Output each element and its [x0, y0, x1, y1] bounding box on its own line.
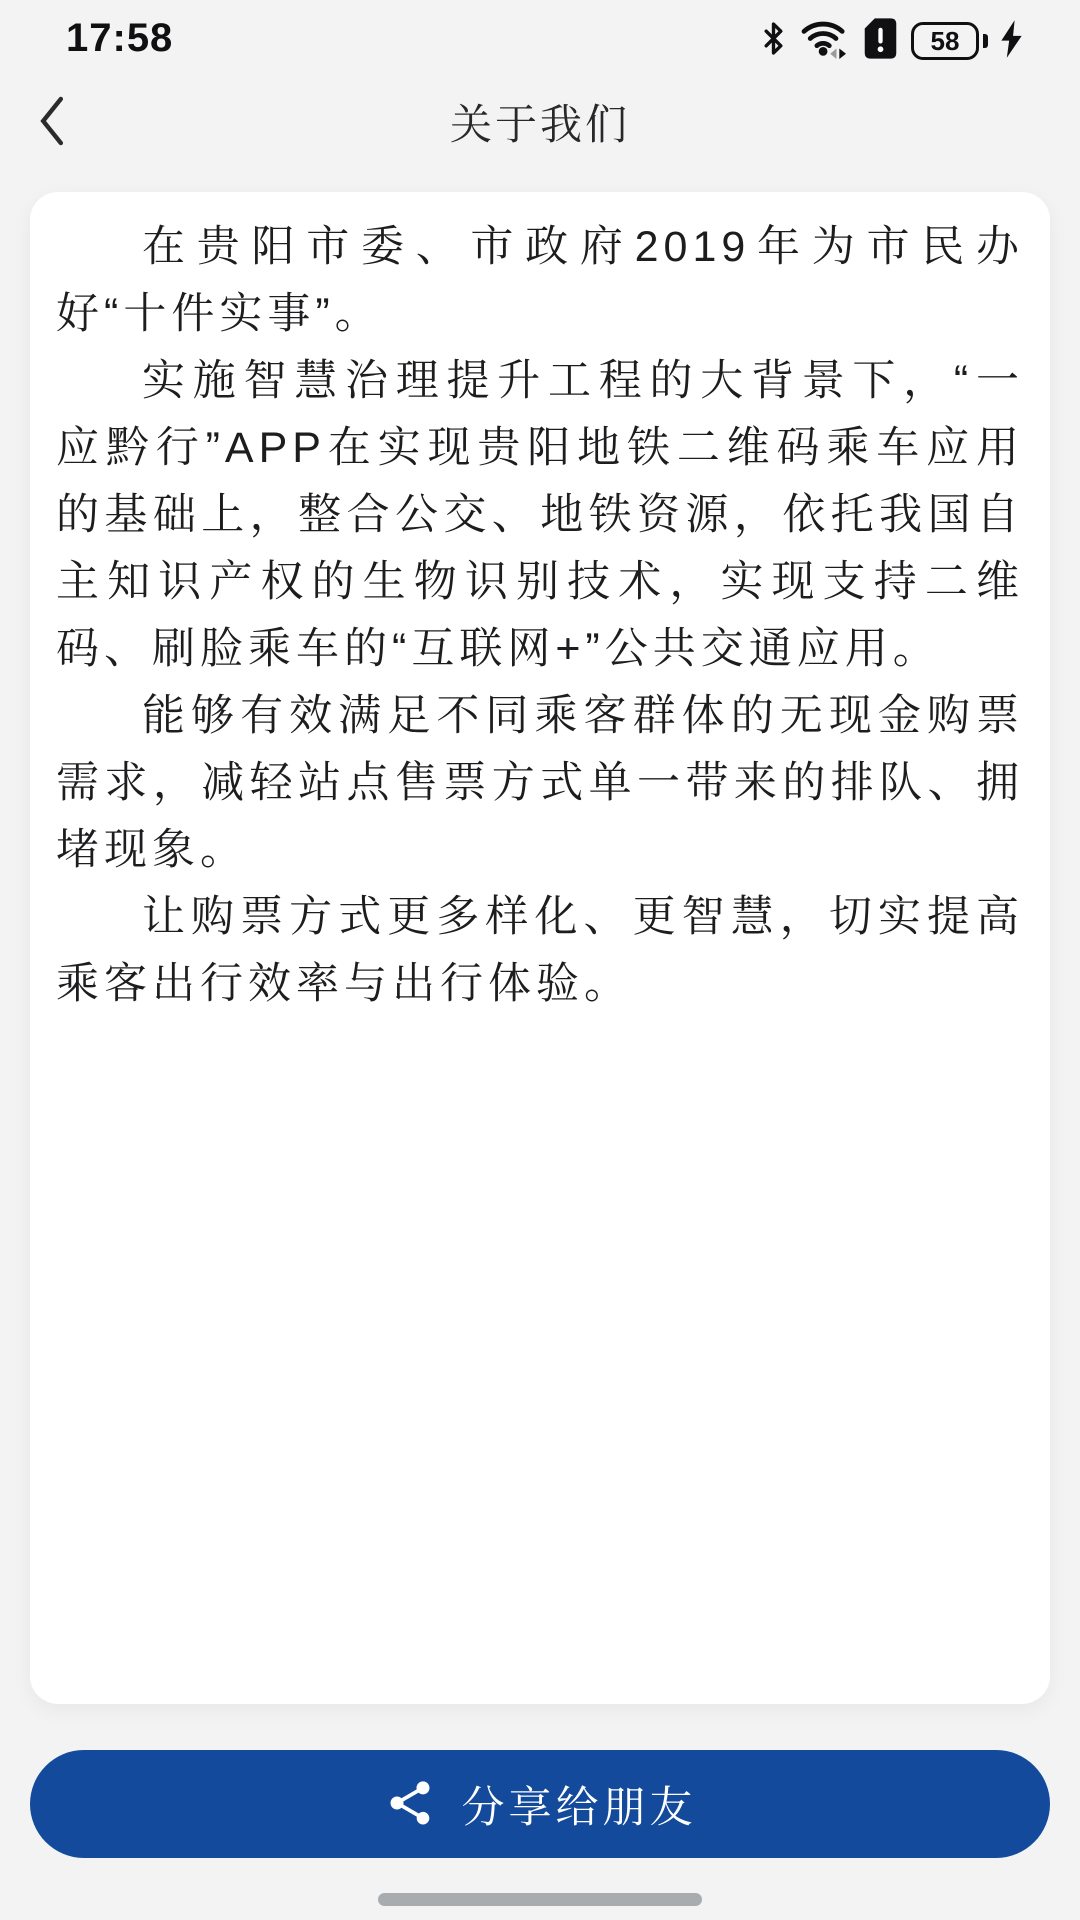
battery-icon [911, 22, 979, 60]
battery-terminal [983, 34, 988, 48]
share-to-friends-button[interactable] [30, 1750, 1050, 1858]
bluetooth-icon [760, 19, 787, 63]
status-bar [0, 0, 1080, 72]
sim-alert-icon [863, 17, 898, 65]
about-paragraph: 在贵阳市委、市政府2019年为市民办好“十件实事”。 [56, 223, 1024, 338]
home-indicator-bar[interactable] [378, 1893, 702, 1906]
clock-time: 17:58 [66, 16, 174, 60]
page-title: 关于我们 [449, 101, 630, 148]
share-button-label: 分享给朋友 [461, 1783, 697, 1832]
status-icons [760, 20, 1024, 62]
about-paragraph: 实施智慧治理提升工程的大背景下，“一应黔行”APP在实现贵阳地铁二维码乘车应用的基础上，整合公交、地铁资源，依托我国自主知识产权的生物识别技术，实现支持二维码、刷脸乘车的“互联网+”公共交通应用。 [56, 357, 1024, 673]
nav-bar [0, 72, 1080, 172]
about-paragraph: 能够有效满足不同乘客群体的无现金购票需求，减轻站点售票方式单一带来的排队、拥堵现象。 [56, 692, 1024, 874]
wifi-icon [800, 18, 850, 65]
battery-level: 58 [930, 26, 960, 56]
share-icon [384, 1777, 436, 1832]
about-content-card [30, 192, 1050, 1704]
about-paragraph: 让购票方式更多样化、更智慧，切实提高乘客出行效率与出行体验。 [56, 893, 1024, 1008]
charging-bolt-icon [999, 20, 1024, 63]
